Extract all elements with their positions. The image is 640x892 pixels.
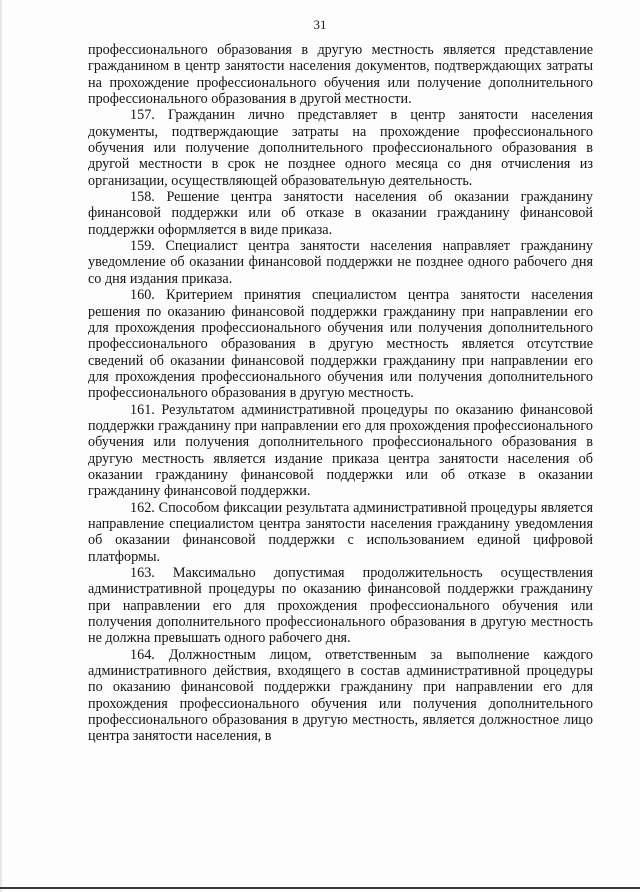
paragraph-159: 159. Специалист центра занятости населения направляет гражданину уведомление об оказании финансовой поддержки не позднее одного рабочего дня со дня издания приказа.	[88, 238, 593, 287]
paragraph-158: 158. Решение центра занятости населения об оказании гражданину финансовой поддержки или об отказе в оказании гражданину финансовой поддержки оформляется в виде приказа.	[88, 189, 593, 238]
paragraph-162: 162. Способом фиксации результата административной процедуры является направление специалистом центра занятости населения гражданину уведомления об оказании финансовой поддержки с использованием единой цифровой платформы.	[88, 499, 593, 565]
page-number: 31	[313, 17, 327, 32]
document-body	[88, 42, 593, 745]
scan-edge	[0, 0, 2, 892]
paragraph-164: 164. Должностным лицом, ответственным за выполнение каждого административного действия, входящего в состав административной процедуры по оказанию финансовой поддержки гражданину при направлении его для прохождения профессионального обучения или получения дополнительного профессионального образования в другую местность, является должностное лицо центра занятости населения, в	[88, 646, 593, 745]
paragraph-157: 157. Гражданин лично представляет в центр занятости населения документы, подтверждающие затраты на прохождение профессионального обучения или получение дополнительного профессионального образования в другой местности в срок не позднее одного месяца со дня отчисления из организации, осуществляющей образовательную деятельность.	[88, 107, 593, 189]
paragraph-163: 163. Максимально допустимая продолжительность осуществления административной процедуры по оказанию финансовой поддержки гражданину при направлении его для прохождения профессионального обучения или получения дополнительного профессионального образования в другую местность не должна превышать одного рабочего дня.	[88, 565, 593, 647]
paragraph-160: 160. Критерием принятия специалистом центра занятости населения решения по оказанию финансовой поддержки гражданину при направлении его для прохождения профессионального обучения или получения дополнительного профессионального образования в другую местность является отсутствие сведений об оказании финансовой поддержки гражданину при направлении его для прохождения профессионального обучения или получения дополнительного профессионального образования в другую местность.	[88, 287, 593, 402]
paragraph-continuation: профессионального образования в другую местность является представление гражданином в центр занятости населения документов, подтверждающих затраты на прохождение профессионального обучения или получение дополнительного профессионального образования в другой местности.	[88, 42, 593, 108]
page-bottom-edge	[0, 887, 640, 889]
paragraph-161: 161. Результатом административной процедуры по оказанию финансовой поддержки гражданину при направлении его для прохождения профессионального обучения или получения дополнительного профессионального образования в другую местность является издание приказа центра занятости населения об оказании гражданину финансовой поддержки или об отказе в оказании гражданину финансовой поддержки.	[88, 401, 593, 500]
